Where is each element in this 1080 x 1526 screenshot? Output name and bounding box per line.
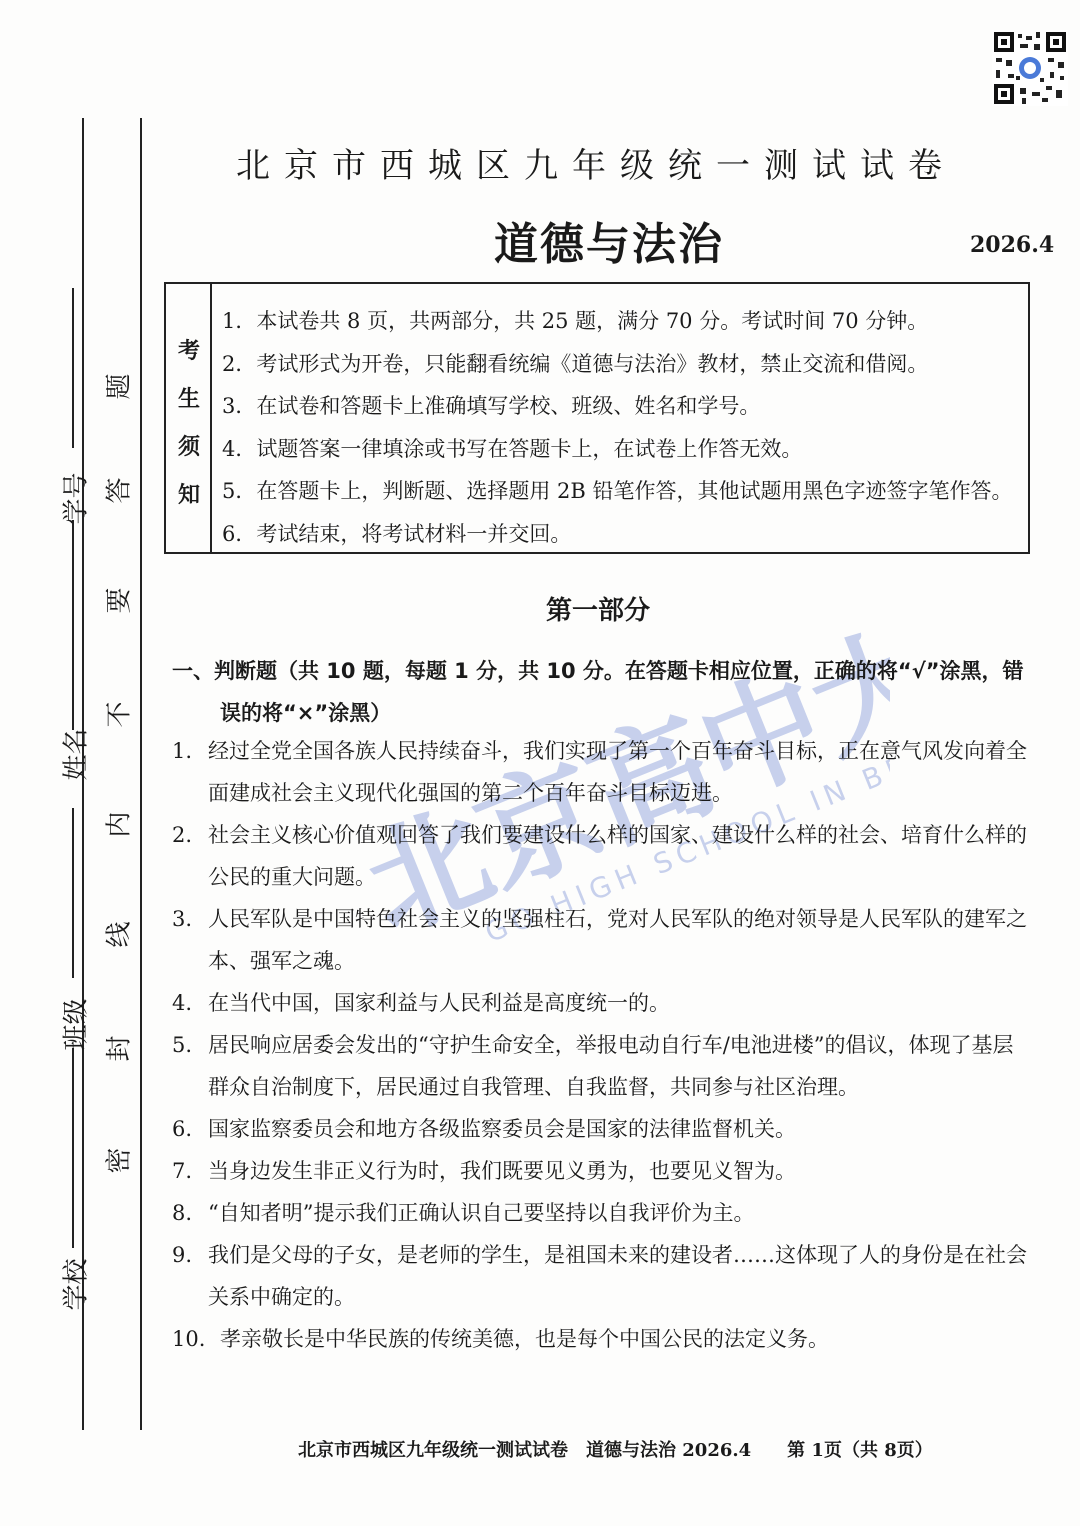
notice-item: 2．考试形式为开卷，只能翻看统编《道德与法治》教材，禁止交流和借阅。: [222, 351, 929, 376]
notice-label-char: 须: [178, 434, 201, 460]
question-text: 居民响应居委会发出的“守护生命安全，举报电动自行车/电池进楼”的倡议，体现了基层群众自治制度下，居民通过自我管理、自我监督，共同参与社区治理。: [208, 1033, 1014, 1099]
section-line: 一、判断题（共 10 题，每题 1 分，共 10 分。在答题卡相应位置，正确的将“√”涂黑，错: [172, 659, 1024, 683]
notice-rules: [222, 300, 1020, 555]
question-text: 国家监察委员会和地方各级监察委员会是国家的法律监督机关。: [208, 1117, 796, 1141]
section-line: 误的将“×”涂黑）: [220, 701, 392, 725]
school-label: 学校: [61, 1258, 92, 1311]
question-item: [172, 1318, 1032, 1360]
question-text: 我们是父母的子女，是老师的学生，是祖国未来的建设者……这体现了人的身份是在社会关系中确定的。: [208, 1243, 1027, 1309]
seal-char: 线: [104, 921, 135, 948]
student-id-blank[interactable]: [72, 288, 74, 448]
subject-title: 道德与法治: [494, 219, 724, 270]
question-number: 8.: [172, 1201, 193, 1225]
question-number: 3.: [172, 907, 193, 931]
seal-char: 封: [104, 1035, 135, 1062]
question-item: [172, 1234, 1032, 1318]
page-footer: 北京市西城区九年级统一测试试卷 道德与法治 2026.4 第 1页（共 8页）: [298, 1440, 933, 1461]
question-text: 经过全党全国各族人民持续奋斗，我们实现了第一个百年奋斗目标，正在意气风发向着全面建成社会主义现代化强国的第二个百年奋斗目标迈进。: [208, 739, 1027, 805]
question-number: 7.: [172, 1159, 193, 1183]
question-item: [172, 730, 1032, 814]
question-text: 当身边发生非正义行为时，我们既要见义勇为，也要见义智为。: [208, 1159, 796, 1183]
notice-item: 5．在答题卡上，判断题、选择题用 2B 铅笔作答，其他试题用黑色字迹签字笔作答。: [222, 479, 1013, 503]
notice-item: 1．本试卷共 8 页，共两部分，共 25 题，满分 70 分。考试时间 70 分钟。: [222, 309, 929, 333]
question-text: “自知者明”提示我们正确认识自己要坚持以自我评价为主。: [208, 1201, 755, 1225]
question-item: [172, 1192, 1032, 1234]
question-text: 在当代中国，国家利益与人民利益是高度统一的。: [208, 991, 670, 1015]
seal-char: 要: [104, 587, 135, 614]
question-text: 社会主义核心价值观回答了我们要建设什么样的国家、建设什么样的社会、培育什么样的公民的重大问题。: [208, 823, 1027, 889]
seal-char: 内: [104, 811, 135, 838]
notice-label: [166, 284, 212, 552]
question-number: 5.: [172, 1033, 193, 1057]
seal-char: 答: [104, 477, 135, 504]
exam-date: 2026.4: [970, 232, 1055, 258]
seal-char: 题: [104, 373, 135, 400]
question-number: 10.: [172, 1327, 206, 1351]
class-blank[interactable]: [72, 808, 74, 978]
question-number: 4.: [172, 991, 193, 1015]
watermark-sub-text: GO HIGH SCHOOL IN BEIJING: [480, 711, 890, 940]
notice-label-char: 知: [178, 482, 201, 508]
question-number: 6.: [172, 1117, 193, 1141]
question-number: 2.: [172, 823, 193, 847]
qr-code: [992, 30, 1068, 106]
question-number: 1.: [172, 739, 193, 763]
watermark-main-text: 北京高中大学: [347, 560, 890, 940]
name-blank[interactable]: [72, 520, 74, 730]
question-item: [172, 1150, 1032, 1192]
question-number: 9.: [172, 1243, 193, 1267]
seal-char: 不: [104, 701, 135, 728]
seal-char: 密: [104, 1147, 135, 1174]
name-label: 姓名: [61, 728, 92, 781]
question-list: [172, 730, 1032, 1360]
question-item: [172, 1024, 1032, 1108]
section-instructions: [172, 650, 1032, 734]
notice-item: 4．试题答案一律填涂或书写在答题卡上，在试卷上作答无效。: [222, 436, 803, 461]
class-label: 班级: [61, 998, 92, 1051]
exam-title: 北京市西城区九年级统一测试试卷: [236, 146, 956, 186]
school-blank[interactable]: [72, 1048, 74, 1248]
notice-label-char: 生: [178, 386, 201, 412]
notice-label-char: 考: [178, 338, 201, 364]
question-item: [172, 1108, 1032, 1150]
margin-line-inner: [140, 118, 142, 1430]
question-text: 孝亲敬长是中华民族的传统美德，也是每个中国公民的法定义务。: [220, 1327, 829, 1351]
candidate-notice-box: [164, 282, 1030, 554]
question-item: [172, 898, 1032, 982]
question-text: 人民军队是中国特色社会主义的坚强柱石，党对人民军队的绝对领导是人民军队的建军之本、强军之魂。: [208, 907, 1027, 973]
question-item: [172, 814, 1032, 898]
part-title: 第一部分: [546, 596, 651, 626]
question-item: [172, 982, 1032, 1024]
notice-item: 6．考试结束，将考试材料一并交回。: [222, 521, 572, 546]
notice-item: 3．在试卷和答题卡上准确填写学校、班级、姓名和学号。: [222, 394, 761, 418]
student-id-label: 学号: [61, 472, 92, 525]
